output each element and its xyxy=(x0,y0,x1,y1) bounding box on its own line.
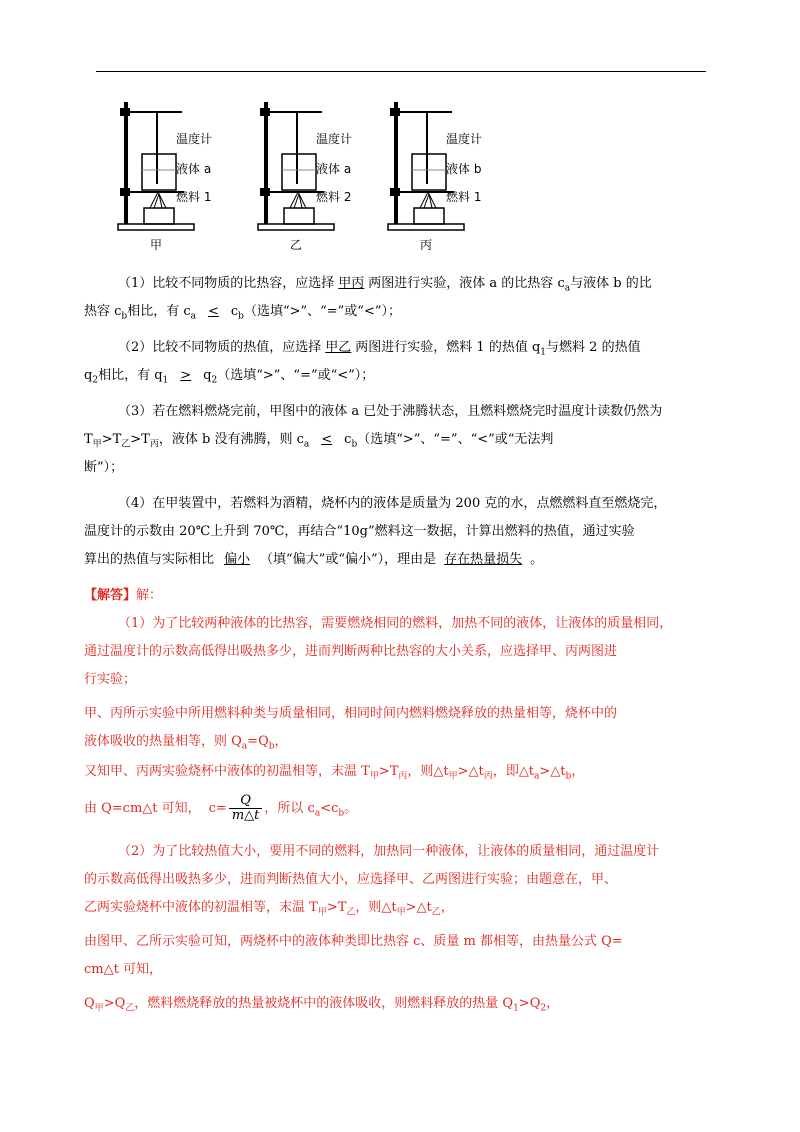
q4-line-3 xyxy=(84,546,543,574)
sol-p4e: 。 xyxy=(344,801,358,816)
sol-sub: a xyxy=(314,808,321,819)
sol-p2-line-2 xyxy=(84,728,288,761)
sol-sub: 甲 xyxy=(369,771,379,782)
q2-sub-2b: 2 xyxy=(211,375,218,386)
sol-p3e: ，即△t xyxy=(492,764,535,779)
fuel-label: 燃料 1 xyxy=(176,190,212,204)
sol-p4b: c= xyxy=(208,801,227,816)
sol-sub: 乙 xyxy=(431,907,441,918)
q4-answer-2: 存在热量损失 xyxy=(444,552,523,567)
q3-sub-yi: 乙 xyxy=(121,439,131,450)
q3-line-1: （3）若在燃料燃烧完前，甲图中的液体 a 已处于沸腾状态，且燃料燃烧完时温度计读数仍然为 xyxy=(118,404,663,419)
sol-p3b: >T xyxy=(378,764,399,779)
sol-p1-line-3: 行实验； xyxy=(84,672,137,687)
q2-l2c: q xyxy=(203,368,212,383)
q1-l1c: 与液体 b 的比 xyxy=(570,276,652,291)
sol-p2-l2a: 液体吸收的热量相等，则 Q xyxy=(84,734,242,749)
fuel-label: 燃料 1 xyxy=(446,190,482,204)
sol-p3g: ， xyxy=(571,764,585,779)
q4-l3b: （填“偏大”或“偏小”），理由是 xyxy=(260,552,437,567)
sol-p5-line-1: （2）为了比较热值大小，要用不同的燃料，加热同一种液体，让液体的质量相同，通过温度计 xyxy=(118,844,660,859)
sol-sub: 甲 xyxy=(317,907,327,918)
apparatus-figures xyxy=(112,96,512,256)
header-rule xyxy=(96,71,706,72)
q2-l2d: （选填“>”、“=”或“<”）； xyxy=(217,368,375,383)
sol-p4c: ，所以 c xyxy=(264,801,315,816)
sol-sub: 甲 xyxy=(94,1003,104,1014)
sol-p5-l3b: >T xyxy=(326,900,347,915)
sol-p4a: 由 Q=cm△t 可知， xyxy=(84,801,201,816)
q2-answer-2: > xyxy=(180,368,192,383)
sol-sub: a xyxy=(241,741,248,752)
sol-sub: 丙 xyxy=(483,771,493,782)
sol-p7d: >Q xyxy=(518,996,541,1011)
q3-line-2 xyxy=(84,426,553,459)
figure-bing xyxy=(382,96,502,256)
q1-sub-a: a xyxy=(564,283,571,294)
q4-line-2: 温度计的示数由 20℃上升到 70℃，再结合“10g”燃料这一数据，计算出燃料的热值，通过实验 xyxy=(84,524,635,539)
q4-line-1: （4）在甲装置中，若燃料为酒精，烧杯内的液体是质量为 200 克的水，点燃燃料直至燃烧完， xyxy=(118,496,667,511)
sol-p3c: ，则△t xyxy=(407,764,449,779)
sol-p3f: >△t xyxy=(539,764,566,779)
q3-sub-a: a xyxy=(303,439,310,450)
q2-l2b: 相比，有 q xyxy=(98,368,163,383)
q2-sub-1: 1 xyxy=(540,347,547,358)
sol-p3-line xyxy=(84,758,584,791)
q3-sub-b: b xyxy=(351,439,358,450)
fuel-label: 燃料 2 xyxy=(316,190,352,204)
sol-p2-l2c: ， xyxy=(274,734,288,749)
apparatus-jia-drawing xyxy=(112,96,232,236)
fraction xyxy=(229,794,263,823)
q2-sub-1b: 1 xyxy=(162,375,169,386)
q3-line-3: 断”）； xyxy=(84,460,124,475)
q2-l1b: 两图进行实验，燃料 1 的热值 q xyxy=(355,340,541,355)
q1-sub-b: b xyxy=(121,311,128,322)
q2-answer-1: 甲乙 xyxy=(325,340,352,355)
thermometer-label: 温度计 xyxy=(176,132,213,146)
q3-l2c: >T xyxy=(130,432,150,447)
q2-l1a: （2）比较不同物质的热值，应选择 xyxy=(118,340,322,355)
sol-p4d: <c xyxy=(320,801,339,816)
sol-p5-l3c: ，则△t xyxy=(355,900,397,915)
q3-l2e: c xyxy=(344,432,352,447)
q1-sub-a2: a xyxy=(190,311,196,322)
q3-answer: < xyxy=(321,432,333,447)
q4-answer-1: 偏小 xyxy=(224,552,251,567)
figure-yi xyxy=(252,96,372,256)
sol-sub: 1 xyxy=(513,1003,519,1014)
sol-p3d: >△t xyxy=(457,764,484,779)
sol-sub: b xyxy=(268,741,275,752)
apparatus-yi-drawing xyxy=(252,96,372,236)
sol-sub: 乙 xyxy=(125,1003,135,1014)
q3-sub-jia: 甲 xyxy=(92,439,102,450)
q4-l3c: 。 xyxy=(530,552,544,567)
sol-p2-line-1: 甲、丙所示实验中所用燃料种类与质量相同，相同时间内燃料燃烧释放的热量相等，烧杯中的 xyxy=(84,706,618,721)
q3-sub-bing: 丙 xyxy=(149,439,159,450)
q1-l1a: （1）比较不同物质的比热容，应选择 xyxy=(118,276,335,291)
q1-answer-1: 甲丙 xyxy=(338,276,365,291)
sol-sub: 丙 xyxy=(398,771,408,782)
q3-l2b: >T xyxy=(101,432,122,447)
sol-sub: 乙 xyxy=(346,907,356,918)
liquid-label: 液体 a xyxy=(176,162,212,176)
apparatus-bing-drawing xyxy=(382,96,502,236)
q3-l2d: ，液体 b 没有沸腾，则 c xyxy=(158,432,304,447)
sol-p7-line xyxy=(84,990,559,1023)
liquid-label: 液体 a xyxy=(316,162,352,176)
sol-p5-line-3 xyxy=(84,894,454,927)
solution-header xyxy=(84,582,162,610)
q1-answer-2: < xyxy=(207,304,219,319)
sol-p5-l3a: 乙两实验烧杯中液体的初温相等，末温 T xyxy=(84,900,318,915)
sol-p7b: >Q xyxy=(103,996,126,1011)
q2-l1c: 与燃料 2 的热值 xyxy=(546,340,641,355)
q1-l2b: 相比，有 c xyxy=(127,304,191,319)
sol-p5-l3e: ， xyxy=(440,900,454,915)
figure-caption: 乙 xyxy=(290,238,303,252)
q3-l2f: （选填“>”、“=”、“<”或“无法判 xyxy=(357,432,554,447)
sol-sub: b xyxy=(565,771,572,782)
figure-caption: 丙 xyxy=(420,238,433,252)
q1-line-2 xyxy=(84,298,401,331)
sol-p7c: ，燃料燃烧释放的热量被烧杯中的液体吸收，则燃料释放的热量 Q xyxy=(134,996,514,1011)
sol-sub: a xyxy=(534,771,540,782)
sol-p1-line-1: （1）为了比较两种液体的比热容，需要燃烧相同的燃料，加热不同的液体，让液体的质量相同， xyxy=(118,616,673,631)
q3-l2a: T xyxy=(84,432,93,447)
q2-sub-2: 2 xyxy=(92,375,99,386)
sol-sub: 甲 xyxy=(396,907,406,918)
sol-p1-line-2: 通过温度计的示数高低得出吸热多少，进而判断两种比热容的大小关系，应选择甲、丙两图进 xyxy=(84,644,618,659)
fraction-numerator: Q xyxy=(229,794,263,809)
sol-sub: 2 xyxy=(540,1003,547,1014)
sol-p6-line-2: cm△t 可知， xyxy=(84,962,162,977)
liquid-label: 液体 b xyxy=(446,162,482,176)
q1-l2a: 热容 c xyxy=(84,304,122,319)
solution-title: 【解答】 xyxy=(84,588,137,603)
sol-p7e: ， xyxy=(546,996,560,1011)
q1-l1b: 两图进行实验，液体 a 的比热容 c xyxy=(368,276,565,291)
sol-p5-l3d: >△t xyxy=(405,900,432,915)
q2-l2a: q xyxy=(84,368,93,383)
sol-p6-line-1: 由图甲、乙所示实验可知，两烧杯中的液体种类即比热容 c、质量 m 都相等，由热量公式 Q= xyxy=(84,934,623,949)
q1-l2c: c xyxy=(230,304,239,319)
q1-l2d: （选填“>”、“=”或“<”）； xyxy=(243,304,401,319)
figure-caption: 甲 xyxy=(150,238,163,252)
fraction-denominator: m△t xyxy=(231,808,260,823)
figure-jia xyxy=(112,96,232,256)
sol-sub: b xyxy=(338,808,345,819)
thermometer-label: 温度计 xyxy=(446,132,483,146)
sol-p2-l2b: =Q xyxy=(247,734,269,749)
sol-sub: 甲 xyxy=(448,771,458,782)
sol-p4-line xyxy=(84,794,357,828)
solution-title-2: 解： xyxy=(136,588,163,603)
sol-p7a: Q xyxy=(84,996,95,1011)
q1-sub-b2: b xyxy=(238,311,244,322)
sol-p5-line-2: 的示数高低得出吸热多少，进而判断热值大小，应选择甲、乙两图进行实验；由题意在，甲、 xyxy=(84,872,618,887)
thermometer-label: 温度计 xyxy=(316,132,353,146)
q4-l3a: 算出的热值与实际相比 xyxy=(84,552,215,567)
sol-p3a: 又知甲、丙两实验烧杯中液体的初温相等，末温 T xyxy=(84,764,370,779)
q2-line-2 xyxy=(84,362,374,395)
